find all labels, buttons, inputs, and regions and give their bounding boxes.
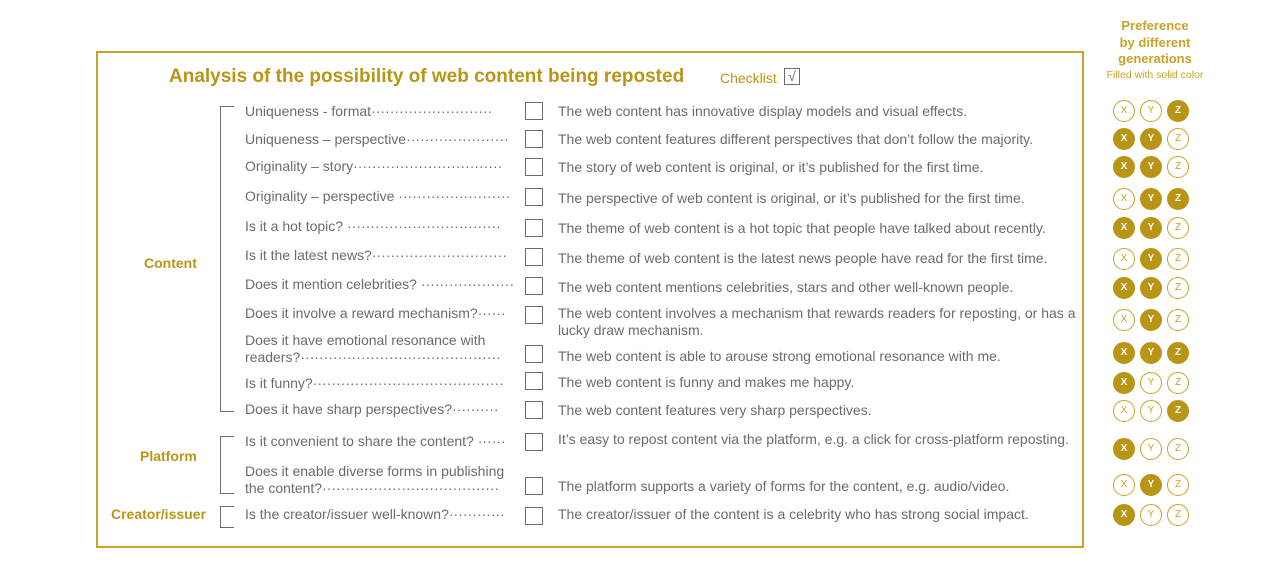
generation-y-circle: Y: [1140, 277, 1162, 299]
description-text: The web content features very sharp perspectives.: [558, 402, 872, 418]
generation-x-circle: X: [1113, 474, 1135, 496]
question-text: Originality – perspective ························: [245, 188, 511, 204]
question-text: Does it enable diverse forms in publishing the content?······································: [245, 463, 505, 496]
preference-subtitle: Filled with solid color: [1106, 68, 1204, 81]
generation-y-circle: Y: [1140, 474, 1162, 496]
question-text: Originality – story································: [245, 158, 503, 174]
generation-x-circle: X: [1113, 277, 1135, 299]
generation-y-circle: Y: [1140, 156, 1162, 178]
checkbox[interactable]: [525, 248, 543, 266]
checkbox[interactable]: [525, 345, 543, 363]
generation-x-circle: X: [1113, 188, 1135, 210]
checkbox[interactable]: [525, 188, 543, 206]
description-text: It’s easy to repost content via the platform, e.g. a click for cross-platform reposting.: [558, 431, 1069, 447]
generation-y-circle: Y: [1140, 217, 1162, 239]
generation-z-circle: Z: [1167, 156, 1189, 178]
diagram-title: Analysis of the possibility of web content being reposted: [169, 66, 685, 87]
checkbox[interactable]: [525, 306, 543, 324]
generation-z-circle: Z: [1167, 400, 1189, 422]
description-text: The perspective of web content is original, or it’s published for the first time.: [558, 190, 1025, 206]
category-content: Content: [144, 255, 197, 271]
preference-title: Preference by different generations: [1118, 18, 1192, 66]
checkbox[interactable]: [525, 433, 543, 451]
description-text: The creator/issuer of the content is a celebrity who has strong social impact.: [558, 506, 1029, 522]
generation-x-circle: X: [1113, 504, 1135, 526]
checklist-label: Checklist: [720, 70, 777, 86]
checkbox[interactable]: [525, 372, 543, 390]
description-text: The web content has innovative display models and visual effects.: [558, 103, 968, 119]
generation-x-circle: X: [1113, 372, 1135, 394]
generation-y-circle: Y: [1140, 188, 1162, 210]
question-text: Is it convenient to share the content? ······: [245, 433, 506, 449]
question-text: Does it involve a reward mechanism?······: [245, 305, 506, 321]
generation-y-circle: Y: [1140, 100, 1162, 122]
question-text: Is the creator/issuer well-known?············: [245, 506, 505, 522]
platform-bracket: [220, 436, 234, 494]
description-text: The web content involves a mechanism that rewards readers for reposting, or has a lucky draw mechanism.: [558, 305, 1076, 338]
checkbox[interactable]: [525, 102, 543, 120]
question-text: Is it a hot topic? ·································: [245, 218, 501, 234]
generation-z-circle: Z: [1167, 438, 1189, 460]
checkmark-icon: √: [784, 68, 800, 85]
checkbox[interactable]: [525, 158, 543, 176]
generation-z-circle: Z: [1167, 309, 1189, 331]
generation-z-circle: Z: [1167, 188, 1189, 210]
category-platform: Platform: [140, 448, 197, 464]
checkbox[interactable]: [525, 219, 543, 237]
description-text: The platform supports a variety of forms for the content, e.g. audio/video.: [558, 478, 1010, 494]
description-text: The web content is able to arouse strong emotional resonance with me.: [558, 348, 1001, 364]
content-bracket: [220, 106, 234, 412]
generation-x-circle: X: [1113, 128, 1135, 150]
generation-x-circle: X: [1113, 400, 1135, 422]
generation-z-circle: Z: [1167, 100, 1189, 122]
category-creator: Creator/issuer: [111, 506, 206, 522]
generation-z-circle: Z: [1167, 504, 1189, 526]
generation-y-circle: Y: [1140, 438, 1162, 460]
question-text: Does it have emotional resonance with readers?···········································: [245, 332, 501, 365]
checkbox[interactable]: [525, 401, 543, 419]
question-text: Is it funny?·········································: [245, 375, 504, 391]
checkbox[interactable]: [525, 507, 543, 525]
generation-z-circle: Z: [1167, 128, 1189, 150]
generation-y-circle: Y: [1140, 342, 1162, 364]
description-text: The web content is funny and makes me happy.: [558, 374, 855, 390]
preference-legend: [1095, 18, 1215, 81]
description-text: The web content mentions celebrities, stars and other well-known people.: [558, 279, 1014, 295]
generation-y-circle: Y: [1140, 128, 1162, 150]
question-text: Uniqueness – perspective······················: [245, 131, 509, 147]
checkbox[interactable]: [525, 130, 543, 148]
generation-y-circle: Y: [1140, 248, 1162, 270]
generation-x-circle: X: [1113, 309, 1135, 331]
generation-x-circle: X: [1113, 156, 1135, 178]
description-text: The story of web content is original, or it’s published for the first time.: [558, 159, 984, 175]
description-text: The theme of web content is a hot topic that people have talked about recently.: [558, 220, 1046, 236]
generation-x-circle: X: [1113, 248, 1135, 270]
generation-y-circle: Y: [1140, 309, 1162, 331]
generation-z-circle: Z: [1167, 372, 1189, 394]
generation-x-circle: X: [1113, 217, 1135, 239]
generation-z-circle: Z: [1167, 342, 1189, 364]
description-text: The web content features different perspectives that don’t follow the majority.: [558, 131, 1033, 147]
generation-y-circle: Y: [1140, 400, 1162, 422]
generation-z-circle: Z: [1167, 277, 1189, 299]
question-text: Does it mention celebrities? ····················: [245, 276, 515, 292]
checkbox[interactable]: [525, 277, 543, 295]
generation-x-circle: X: [1113, 100, 1135, 122]
creator-bracket: [220, 506, 234, 528]
generation-z-circle: Z: [1167, 217, 1189, 239]
checkbox[interactable]: [525, 477, 543, 495]
generation-x-circle: X: [1113, 438, 1135, 460]
question-text: Uniqueness - format··························: [245, 103, 493, 119]
question-text: Does it have sharp perspectives?··········: [245, 401, 499, 417]
question-text: Is it the latest news?·····························: [245, 247, 508, 263]
generation-z-circle: Z: [1167, 474, 1189, 496]
description-text: The theme of web content is the latest news people have read for the first time.: [558, 250, 1048, 266]
generation-z-circle: Z: [1167, 248, 1189, 270]
generation-y-circle: Y: [1140, 372, 1162, 394]
generation-x-circle: X: [1113, 342, 1135, 364]
generation-y-circle: Y: [1140, 504, 1162, 526]
